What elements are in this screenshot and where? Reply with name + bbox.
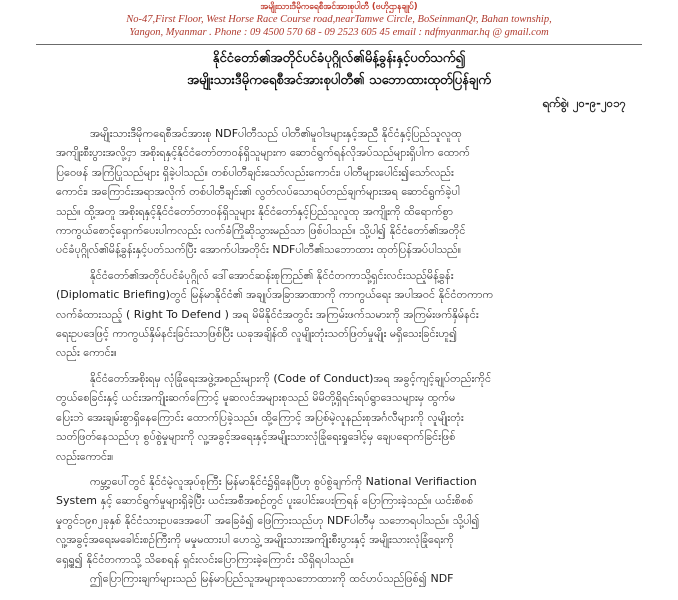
body-line: System နှင့် ဆောင်ရွက်မှုများရှိခဲ့ပြီး ယင်းအစီအစဉ်တွင် ပူးပေါင်းပေးကြရန် ပြောကြားခဲ့သည်။ ယင်းစိစစ် bbox=[56, 494, 474, 508]
paragraph-3 bbox=[56, 369, 642, 466]
title-line-1: နိုင်ငံတော်၏အတိုင်ပင်ခံပုဂ္ဂိုလ်၏မိန့်ခွန်းနှင့်ပတ်သက်၍ bbox=[212, 51, 466, 66]
body-line: လက်ခံထားသည့် ( Right To Defend ) အရ မိမိနိုင်ငံအတွင်း အကြမ်းဖက်သမားကို အကြမ်းဖက်နှိမ်နင်း bbox=[56, 307, 479, 321]
body-line: နိုင်ငံတော်အစိုးရမှ လုံခြုံရေးအဖွဲ့အစည်းများကို (Code of Conduct)အရ အခွင့်ကျင့်ချုပ်တည်းကိုင် bbox=[90, 371, 492, 385]
body-line: အမျိုးသားဒီမိုကရေစီအင်အားစု NDFပါတီသည် ပါတီ၏မူဝါဒများနှင့်အညီ နိုင်ငံနှင့်ပြည်သူလူထု bbox=[90, 127, 462, 140]
body-line: သတ်ဖြတ်နေသည်ဟု စွပ်စွဲမှုများကို လူ့အခွင့်အရေးနှင့်အမျိုးသားလုံခြုံရေးရှုဒေါင့်မှ ချေပရောက်ခြင်းဖြစ် bbox=[56, 430, 456, 444]
statement-body bbox=[56, 124, 642, 594]
body-line: ပင်ခံပုဂ္ဂိုလ်၏မိန့်ခွန်းနှင့်ပတ်သက်ပြီး အောက်ပါအတိုင်း NDFပါတီ၏သဘောထား ထုတ်ပြန်အပ်ပါသည်။ bbox=[56, 243, 462, 257]
body-line: ကမ္ဘာ့ပေါ်တွင် နိုင်ငံမဲ့လူအုပ်စုကြီး မြန်မာနိုင်ငံ၌ရှိနေပြီဟု စွပ်စွဲချက်ကို National Verifiaction bbox=[90, 474, 477, 488]
letterhead bbox=[0, 0, 678, 42]
letterhead-org-name: အမျိုးသားဒီမိုကရေစီအင်အားစုပါတီ (ဗဟိုဌာနချုပ်) bbox=[260, 2, 418, 12]
body-line: ပြဝေဖန် အကြံပြုသည်များ ရှိခဲ့ပါသည်။ တစ်ပါတီချင်းသော်လည်းကောင်း၊ ပါတီများပေါင်း၍သော်လည်း bbox=[56, 165, 454, 179]
body-line: ပြေးဘဲ အေးချမ်းစွာရှိနေကြောင်း ထောက်ပြခဲ့သည်။ ထို့ကြောင့် အပြစ်မဲ့လူနည်းစုအင်္ဂလီများကို လူမျိုးတုံး bbox=[56, 410, 464, 424]
paragraph-2 bbox=[56, 266, 642, 363]
body-line: နိုင်ငံတော်၏အတိုင်ပင်ခံပုဂ္ဂိုလ် ဒေါ်အောင်ဆန်းစုကြည်၏ နိုင်ငံတကာသို့ရှင်းလင်းသည့်မိန့်ခွန်း bbox=[90, 268, 454, 282]
body-line: အကျိုးစီးပွားအလို့ငှာ အစိုးရနှင့်နိုင်ငံတော်တာဝန်ရှိသူများက ဆောင်ရွက်ရန်လိုအပ်သည်များရှိပါက ထောက် bbox=[56, 146, 470, 160]
body-line: တွယ်စေခြင်းနှင့် ယင်းအကျိုးဆက်ကြောင့် မူဆလင်အများစုသည် မိမိတို့ရှိရင်းရပ်ရွာဒေသများမှ ထွက်မ bbox=[56, 391, 456, 405]
statement-date: ရက်စွဲ၊ ၂၀-၉-၂၀၁၇ bbox=[542, 96, 626, 110]
paragraph-1 bbox=[56, 124, 642, 260]
body-line: ရေးဥပဒေဖြင့် ကာကွယ်နှိမ်နင်းခြင်းသာဖြစ်ပြီး ယခုအချိန်ထိ လူမျိုးတုံးသတ်ဖြတ်မှုမျိုး မရှိသေးခြင်းဟူ၍ bbox=[56, 327, 458, 341]
body-line: လည်းကောင်း။ bbox=[56, 449, 114, 463]
body-line: ကာကွယ်စောင့်ရှောက်ပေးပါကလည်း လက်ခံကြိုဆိုသွားမည်သာ ဖြစ်ပါသည်။ သို့ပါ၍ နိုင်ငံတော်၏အတိုင် bbox=[56, 224, 466, 238]
body-line: လူ့အခွင့်အရေးမခေါင်းစဉ်ကြီးကို မမှုမထားပါ ဟေသွဲ့ အမျိုးသားအကျိုးစီးပွားနှင့် အမျိုးသားလုံခြုံရေးကို bbox=[56, 533, 454, 547]
body-line: မှုတွင်၁၉၈၂ခုနှစ် နိုင်ငံသားဥပဒေအပေါ် အခြေခံ၍ ဖြေကြားသည်ဟု NDFပါတီမှ သဘောရပါသည်။ သို့ပါ၍ bbox=[56, 513, 480, 527]
body-line: လည်း ကောင်း။ bbox=[56, 346, 117, 360]
letterhead-contact: Yangon, Myanmar . Phone : 09 4500 570 68 - 09 2523 605 45 email : ndfmyanmar.hq @ gmail.com bbox=[129, 26, 549, 38]
body-line: ဤပြောကြားချက်များသည် မြန်မာပြည်သူအများစုသဘောထားကို ထင်ဟပ်သည်ဖြစ်၍ NDF bbox=[90, 571, 454, 585]
statement-title bbox=[0, 48, 678, 92]
letterhead-address: No-47,First Floor, West Horse Race Course road,nearTamwe Circle, BoSeinmanQr, Bahan township, bbox=[126, 13, 552, 25]
letterhead-divider bbox=[36, 44, 642, 45]
paragraph-4 bbox=[56, 472, 642, 588]
title-line-2: အမျိုးသားဒီမိုကရေစီအင်အားစုပါတီ၏ သဘောထားထုတ်ပြန်ချက် bbox=[187, 73, 491, 88]
body-line: သည်။ ထို့အတူ အစိုးရနှင့်နိုင်ငံတော်တာဝန်ရှိသူများ နိုင်ငံတော်နှင့်ပြည်သူလူထု အကျိုးကို ထိရောက်စွာ bbox=[56, 204, 454, 218]
body-line: ရှေ့ရှု၍ နိုင်ငံတကာသို့ သိစေရန် ရှင်းလင်းပြောကြားခဲ့ကြောင်း သိရှိရပါသည်။ bbox=[56, 552, 354, 566]
body-line: (Diplomatic Briefing)တွင် မြန်မာနိုင်ငံ၏ အချုပ်အခြာအာဏာကို ကာကွယ်ရေး အပါအဝင် နိုင်ငံတကာက bbox=[56, 288, 494, 302]
body-line: ကောင်း၊ အကြောင်းအရာအလိုက် တစ်ပါတီချင်း၏ လွတ်လပ်သောရပ်တည်ချက်များအရ ဆောင်ရွက်ခဲ့ပါ bbox=[56, 185, 460, 199]
